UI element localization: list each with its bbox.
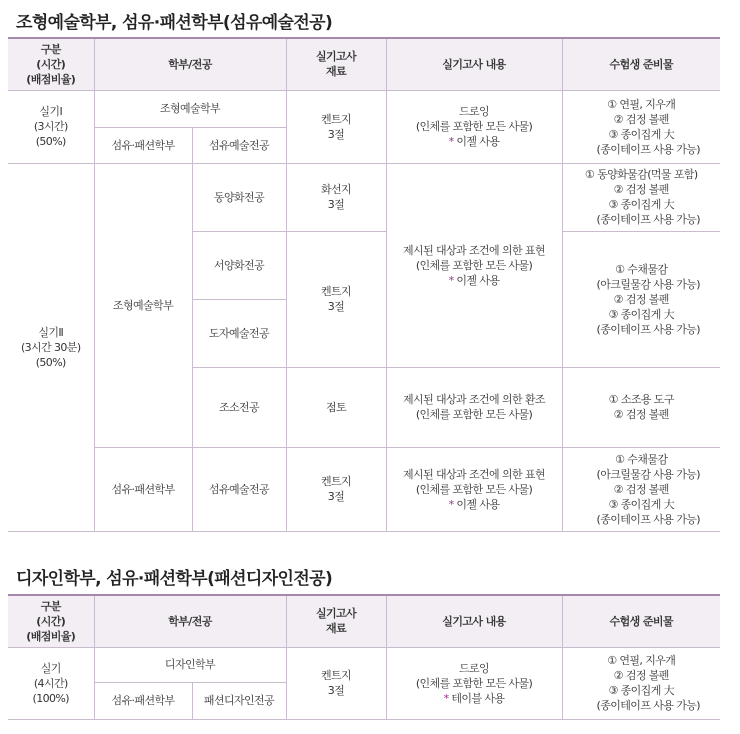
table-header-row: [8, 38, 720, 90]
exam2-major-ceramic: 도자예술전공: [192, 299, 286, 367]
material-line: 3절: [327, 490, 345, 503]
material-line: 켄트지: [320, 669, 352, 682]
exam2-major-sculpture: 조소전공: [192, 367, 286, 447]
exam2-major-oriental: 동양화전공: [192, 163, 286, 231]
content-line: (인체를 포함한 모든 사물): [415, 120, 533, 133]
table-header-row: [8, 595, 720, 647]
content-line: (인체를 포함한 모든 사물): [415, 408, 533, 421]
exam1-prep: [562, 90, 720, 163]
header-material-line: 재료: [325, 65, 347, 79]
exam-label-line: (100%): [32, 691, 69, 705]
exam-label: [8, 647, 94, 719]
table-row: [8, 647, 720, 682]
exam2-material-sculpture: 점토: [286, 367, 386, 447]
prep-line: ② 검정 볼펜: [613, 669, 669, 682]
prep-line: ① 수채물감: [615, 452, 668, 466]
exam-dept-a: 디자인학부: [94, 647, 286, 682]
material-line: 켄트지: [320, 112, 352, 126]
header-gubun-line: (배점비율): [26, 629, 76, 643]
exam2-dept-b: 섬유·패션학부: [94, 447, 192, 531]
exam2-prep-sculpture: [562, 367, 720, 447]
header-gubun-line: (시간): [36, 57, 66, 71]
asterisk-mark: *: [448, 273, 454, 287]
material-line: 3절: [327, 300, 345, 313]
header-material-line: 재료: [325, 622, 347, 636]
prep-line: ② 검정 볼펜: [613, 112, 669, 126]
content-line: [390, 497, 559, 512]
content-line: [390, 273, 559, 288]
exam-label-line: 실기: [40, 661, 61, 675]
exam2-content-shared: [386, 163, 562, 367]
prep-line: (종이테이프 사용 가능): [596, 142, 700, 156]
section1-title: 조형예술학부, 섬유·패션학부(섬유예술전공): [16, 13, 333, 33]
exam1-dept-b: 섬유·패션학부: [94, 127, 192, 163]
material-line: 켄트지: [320, 285, 352, 298]
header-gubun-line: (배점비율): [26, 72, 76, 86]
content-note: 이젤 사용: [456, 135, 500, 148]
prep-line: (아크릴물감 사용 가능): [596, 467, 700, 481]
header-material-line: 실기고사: [315, 607, 357, 621]
content-note: 테이블 사용: [451, 691, 505, 705]
exam-label-line: (4시간): [33, 676, 68, 690]
content-note: 이젤 사용: [456, 497, 500, 511]
exam1-content: [386, 90, 562, 163]
content-line: (인체를 포함한 모든 사물): [415, 482, 533, 496]
content-line: 제시된 대상과 조건에 의한 표현: [403, 467, 545, 481]
content-line: 제시된 대상과 조건에 의한 환조: [403, 393, 545, 406]
material-line: 3절: [327, 127, 345, 141]
content-note: 이젤 사용: [456, 273, 500, 287]
exam-dept-b: 섬유·패션학부: [94, 682, 192, 719]
exam2-label: [8, 163, 94, 531]
prep-line: ③ 종이집게 大: [608, 307, 675, 321]
header-material: [286, 38, 386, 90]
asterisk-mark: *: [448, 497, 454, 511]
prep-line: ③ 종이집게 大: [608, 684, 675, 697]
exam2-prep-oriental: [562, 163, 720, 231]
exam2-content-textile: [386, 447, 562, 531]
content-line: 드로잉: [458, 105, 490, 118]
asterisk-mark: *: [448, 135, 454, 148]
exam2-dept-a: 조형예술학부: [94, 163, 192, 447]
header-material-line: 실기고사: [315, 50, 357, 64]
header-major: 학부/전공: [94, 38, 286, 90]
prep-line: ② 검정 볼펜: [613, 408, 669, 421]
exam2-label-line: (3시간 30분): [20, 340, 81, 354]
content-line: (인체를 포함한 모든 사물): [415, 258, 533, 272]
exam-material: [286, 647, 386, 719]
header-content: 실기고사 내용: [386, 38, 562, 90]
material-line: 3절: [327, 198, 345, 211]
prep-line: (종이테이프 사용 가능): [596, 213, 700, 226]
material-line: 화선지: [320, 183, 352, 196]
prep-line: (종이테이프 사용 가능): [596, 699, 700, 712]
exam2-major-textile: 섬유예술전공: [192, 447, 286, 531]
prep-line: ③ 종이집게 大: [608, 127, 675, 141]
prep-line: ② 검정 볼펜: [613, 183, 669, 196]
prep-line: (종이테이프 사용 가능): [596, 512, 700, 526]
asterisk-mark: *: [443, 691, 449, 705]
exam-table-fine-arts: [8, 37, 720, 532]
exam1-dept-a: 조형예술학부: [94, 90, 286, 127]
prep-line: ① 연필, 지우개: [607, 654, 676, 667]
prep-line: ② 검정 볼펜: [613, 292, 669, 306]
content-line: [390, 134, 559, 149]
content-line: (인체를 포함한 모든 사물): [415, 676, 533, 690]
header-major: 학부/전공: [94, 595, 286, 647]
prep-line: ① 소조용 도구: [608, 393, 674, 406]
header-prep: 수험생 준비물: [562, 595, 720, 647]
material-line: 3절: [327, 684, 345, 697]
exam2-material-textile: [286, 447, 386, 531]
prep-line: ① 동양화물감(먹물 포함): [584, 168, 698, 181]
exam1-label-line: (50%): [35, 135, 66, 148]
exam-table-design: [8, 594, 720, 720]
exam-content: [386, 647, 562, 719]
exam1-material: [286, 90, 386, 163]
prep-line: (아크릴물감 사용 가능): [596, 277, 700, 291]
material-line: 켄트지: [320, 475, 352, 488]
exam2-label-line: 실기Ⅱ: [38, 325, 64, 339]
table-row: [8, 163, 720, 231]
exam1-label-line: (3시간): [33, 120, 68, 133]
header-gubun-line: 구분: [40, 599, 61, 613]
header-gubun: [8, 595, 94, 647]
prep-line: ① 연필, 지우개: [607, 97, 676, 111]
exam1-major-b: 섬유예술전공: [192, 127, 286, 163]
section2-title: 디자인학부, 섬유·패션학부(패션디자인전공): [16, 569, 333, 589]
exam2-label-line: (50%): [35, 355, 66, 369]
header-content: 실기고사 내용: [386, 595, 562, 647]
exam2-material-oriental: [286, 163, 386, 231]
header-material: [286, 595, 386, 647]
exam2-prep-textile: [562, 447, 720, 531]
header-gubun-line: (시간): [36, 614, 66, 628]
header-prep: 수험생 준비물: [562, 38, 720, 90]
header-gubun: [8, 38, 94, 90]
exam2-material-western: [286, 231, 386, 367]
exam2-content-sculpture: [386, 367, 562, 447]
exam2-prep-western: [562, 231, 720, 367]
table-row: [8, 447, 720, 531]
content-line: [390, 691, 559, 706]
content-line: 제시된 대상과 조건에 의한 표현: [403, 243, 545, 257]
content-line: 드로잉: [458, 661, 490, 675]
prep-line: ③ 종이집게 大: [608, 497, 675, 511]
table-row: [8, 90, 720, 127]
header-gubun-line: 구분: [40, 42, 61, 56]
prep-line: ③ 종이집게 大: [608, 198, 675, 211]
exam-prep: [562, 647, 720, 719]
exam-major-b: 패션디자인전공: [192, 682, 286, 719]
prep-line: ② 검정 볼펜: [613, 482, 669, 496]
prep-line: ① 수채물감: [615, 262, 668, 276]
exam1-label-line: 실기Ⅰ: [39, 105, 63, 118]
exam2-major-western: 서양화전공: [192, 231, 286, 299]
exam1-label: [8, 90, 94, 163]
prep-line: (종이테이프 사용 가능): [596, 322, 700, 336]
